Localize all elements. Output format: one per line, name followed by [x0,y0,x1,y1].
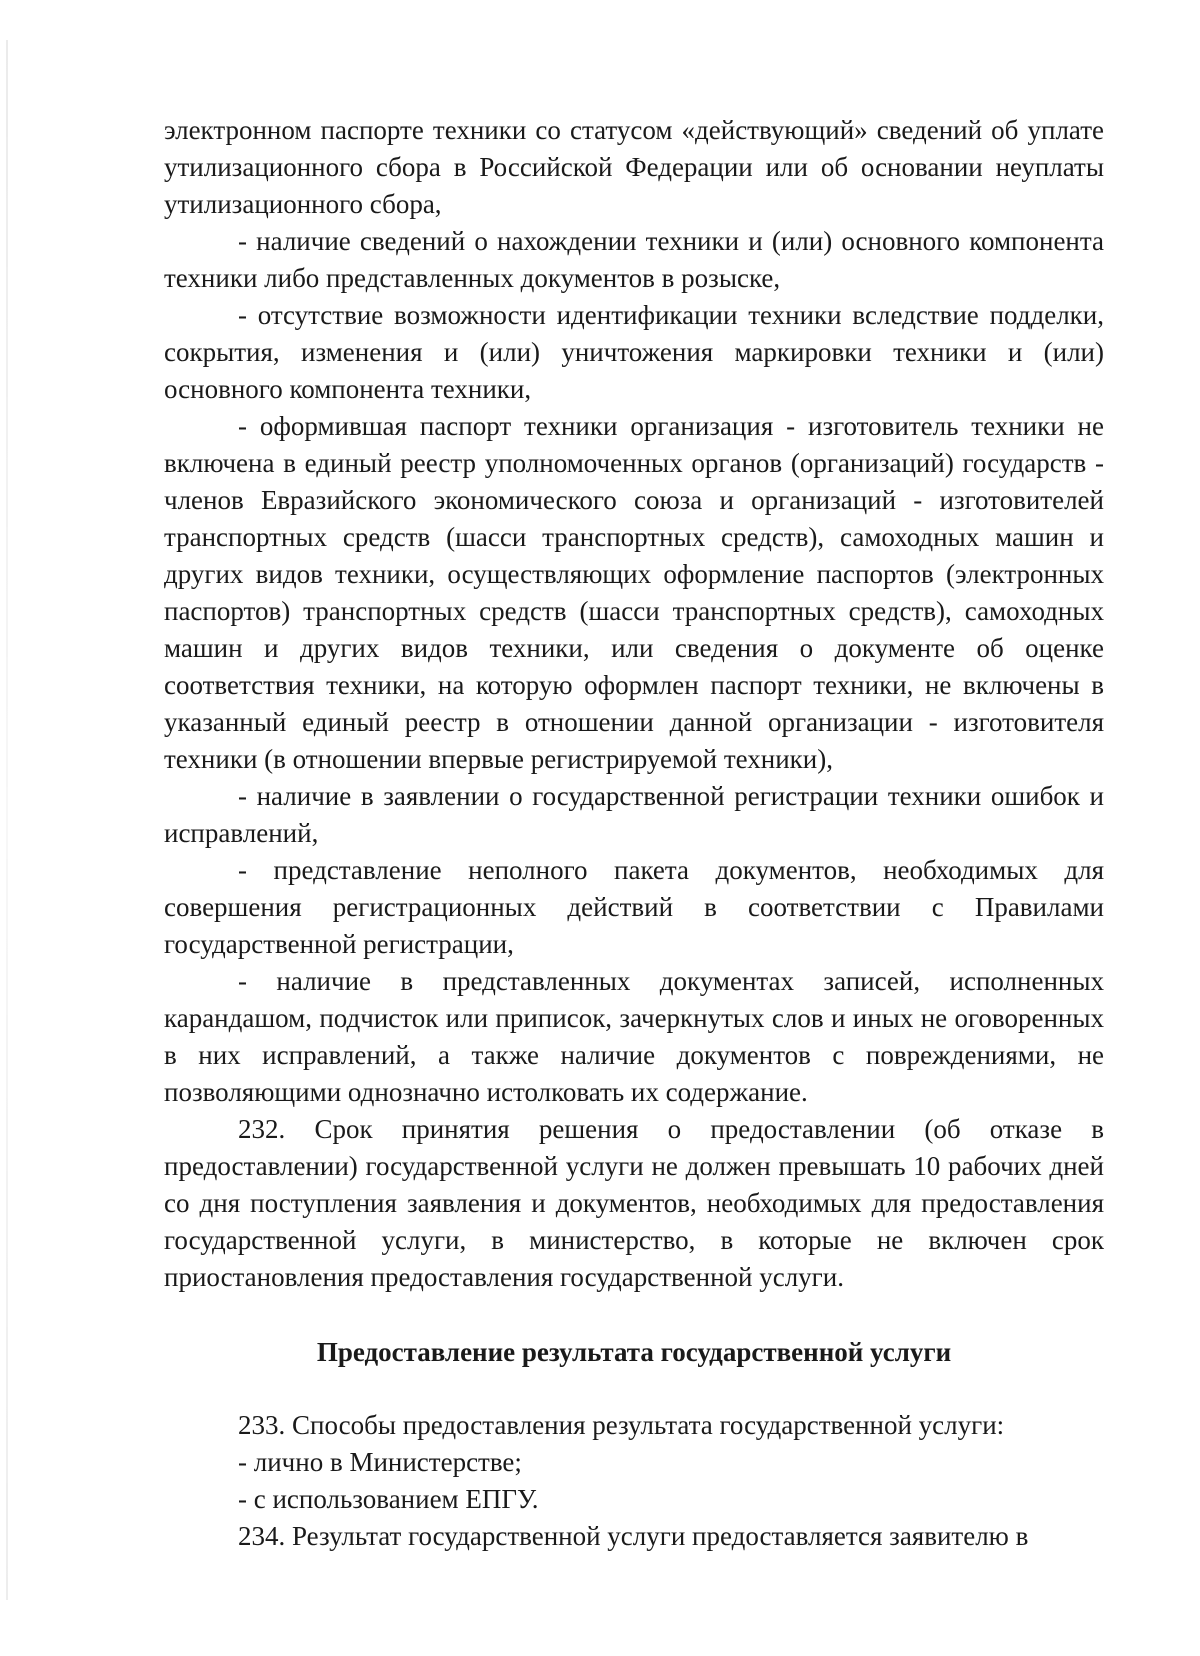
paragraph-7: - наличие в представленных документах записей, исполненных карандашом, подчисток или приписок, зачеркнутых слов и иных не оговоренных в них исправлений, а также наличие документов с повреждениями, не позволяющими однозначно истолковать их содержание. [164,966,1104,1107]
paragraph-3: - отсутствие возможности идентификации техники вследствие подделки, сокрытия, изменения и (или) уничтожения маркировки техники и (или) основного компонента техники, [164,300,1104,404]
paragraph-6: - представление неполного пакета документов, необходимых для совершения регистрационных действий в соответствии с Правилами государственной регистрации, [164,855,1104,959]
paragraph-234: 234. Результат государственной услуги предоставляется заявителю в [238,1521,1029,1551]
line-in-ministry: - лично в Министерстве; [238,1447,522,1477]
document-body [164,112,1104,1555]
scan-edge [6,40,8,1600]
paragraph-232: 232. Срок принятия решения о предоставлении (об отказе в предоставлении) государственной услуги не должен превышать 10 рабочих дней со дня поступления заявления и документов, необходимых для предоставления государственной услуги, в министерство, в которые не включен срок приостановления предоставления государственной услуги. [164,1114,1104,1292]
paragraph-2: - наличие сведений о нахождении техники и (или) основного компонента техники либо представленных документов в розыске, [164,226,1104,293]
paragraph-4: - оформившая паспорт техники организация - изготовитель техники не включена в единый реестр уполномоченных органов (организаций) государств - членов Евразийского экономического союза и организаций - изготовителей транспортных средств (шасси транспортных средств), самоходных машин и других видов техники, осуществляющих оформление паспортов (электронных паспортов) транспортных средств (шасси транспортных средств), самоходных машин и других видов техники, или сведения о документе об оценке соответствия техники, на которую оформлен паспорт техники, не включены в указанный единый реестр в отношении данной организации - изготовителя техники (в отношении впервые регистрируемой техники), [164,411,1104,774]
section-heading: Предоставление результата государственной услуги [316,1337,952,1367]
line-233: 233. Способы предоставления результата государственной услуги: [238,1410,1005,1440]
line-epgu: - с использованием ЕПГУ. [238,1484,539,1514]
paragraph-1: электронном паспорте техники со статусом «действующий» сведений об уплате утилизационного сбора в Российской Федерации или об основании неуплаты утилизационного сбора, [164,115,1104,219]
paragraph-5: - наличие в заявлении о государственной регистрации техники ошибок и исправлений, [164,781,1104,848]
